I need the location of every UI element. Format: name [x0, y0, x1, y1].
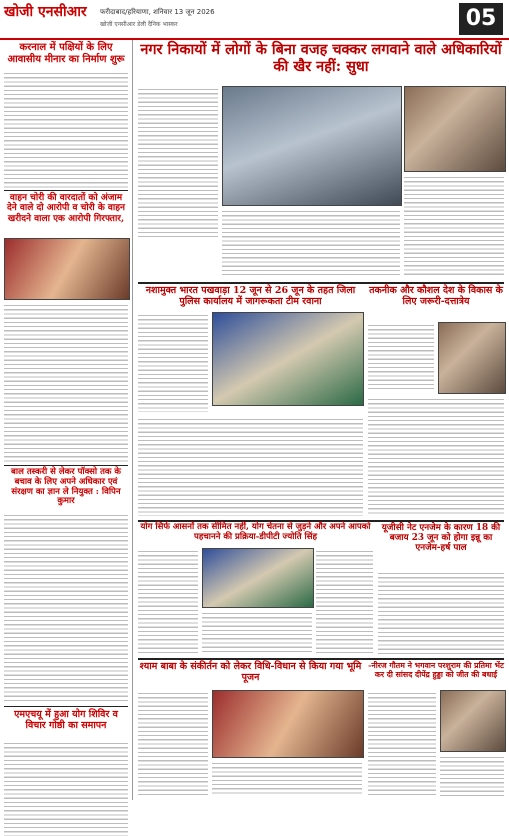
- newspaper-name: खोजी एनसीआर: [4, 4, 87, 20]
- story-bird-tower-body: [4, 70, 128, 188]
- story-bhoomi-pujan-body: [138, 690, 208, 796]
- headline-yoga-consciousness: योग सिर्फ आसनों तक सीमित नहीं, योग चेतना से जुड़ने और अपने आपको पहचानने की प्रक्रिया-डीपीटी ज्योति सिंह: [140, 522, 371, 542]
- headline-anti-drug-campaign: नशामुक्त भारत पखवाड़ा 12 जून से 26 जून के तहत जिला पुलिस कार्यालय में जागरूकता टीम रवाना: [145, 285, 356, 307]
- page-number: 05: [459, 3, 503, 35]
- story-technology-body-2: [368, 396, 504, 516]
- headline-bird-tower: करनाल में पक्षियों के लिए आवासीय मीनार का निर्माण शुरू: [7, 42, 125, 65]
- story-vehicle-theft-body: [4, 302, 128, 462]
- photo-yoga-session: [202, 548, 314, 608]
- story-yoga-camp-body: [4, 740, 128, 836]
- lead-story-body-mid: [222, 208, 400, 278]
- photo-awareness-team: [212, 312, 364, 406]
- headline-parshuram-statue: -नीरज गौतम ने भगवान परशुराम की प्रतिमा भेंट कर दी सांसद दीपेंद्र हुड्डा को जीत की बधाई: [368, 661, 504, 679]
- headline-child-rights: बाल तस्करी से लेकर पॉक्सो तक के बचाव के लिए अपने अधिकार एवं संरक्षण का ज्ञान ले नियुक्त : विपिन कुमार: [11, 467, 121, 507]
- masthead: [0, 0, 509, 40]
- divider: [4, 706, 128, 707]
- photo-bhoomi-pujan: [212, 690, 364, 758]
- divider: [4, 465, 128, 466]
- story-anti-drug-body-2: [138, 416, 363, 516]
- divider: [138, 658, 504, 660]
- story-parshuram-body-2: [440, 754, 504, 796]
- photo-meeting: [222, 86, 402, 206]
- story-yoga-body-2: [316, 548, 373, 654]
- lead-story-body-right: [404, 174, 504, 278]
- headline-ugc-net: यूजीसी नेट एनजेम के कारण 18 की बजाय 23 जून को होगा इन्नू का एनजेम-हर्ष पाल: [381, 523, 501, 554]
- headline-technology-skill: तकनीक और कौशल देश के विकास के लिए जरूरी-दत्तात्रेय: [369, 285, 503, 307]
- story-yoga-body: [138, 548, 198, 654]
- photo-official: [404, 86, 506, 172]
- photo-statue-presentation: [440, 690, 506, 752]
- photo-arrested-accused: [4, 238, 130, 300]
- lead-headline: नगर निकायों में लोगों के बिना वजह चक्कर लगवाने वाले अधिकारियों की खैर नहीं: सुधा: [140, 41, 502, 75]
- date-line: फरीदाबाद/हरियाणा, शनिवार 13 जून 2026: [100, 8, 215, 16]
- story-bhoomi-pujan-body-2: [212, 760, 362, 796]
- headline-yoga-camp: एमएचयू में हुआ योग शिविर व विचार गोष्ठी का समापन: [14, 709, 118, 731]
- lead-story-body-left: [138, 86, 218, 240]
- left-column: [0, 40, 133, 800]
- divider: [138, 282, 504, 284]
- headline-vehicle-theft: वाहन चोरी की वारदातों को अंजाम देने वाले दो आरोपी व चोरी के वाहन खरीदने वाला एक आरोपी गिरफ्तार,: [7, 193, 125, 224]
- story-technology-body: [368, 322, 434, 392]
- headline-bhoomi-pujan: श्याम बाबा के संकीर्तन को लेकर विधि-विधान से किया गया भूमि पूजन: [139, 661, 362, 683]
- story-anti-drug-body: [138, 312, 208, 412]
- story-parshuram-body: [368, 690, 436, 796]
- story-yoga-body-3: [202, 610, 312, 654]
- photo-dattatreya: [438, 322, 506, 394]
- edition-line: खोजी एनसीआर डेली दैनिक भास्कर: [100, 21, 178, 28]
- divider: [4, 190, 128, 191]
- story-child-rights-body: [4, 512, 128, 702]
- story-ugc-net-body: [378, 570, 504, 654]
